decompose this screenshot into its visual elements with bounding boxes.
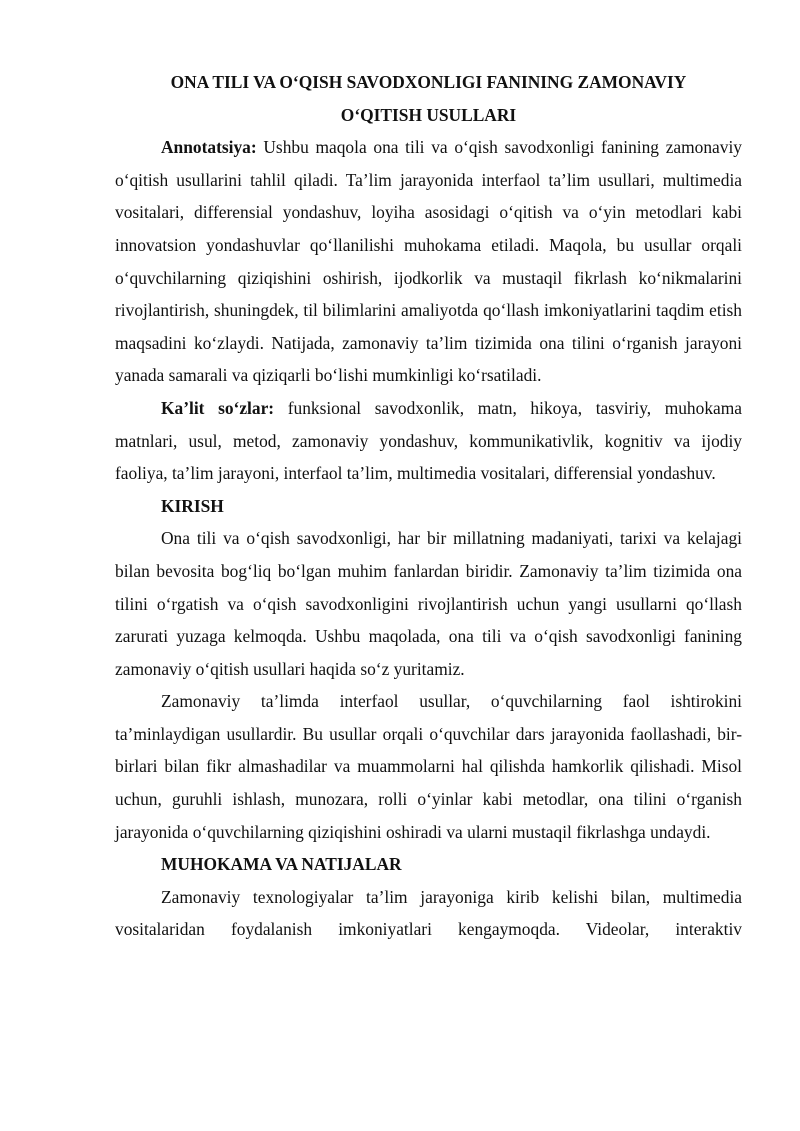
intro-paragraph-2: Zamonaviy ta’limda interfaol usullar, o‘quvchilarning faol ishtirokini ta’minlaydigan usullardir. Bu usullar orqali o‘quvchilar dars jarayonida faollashadi, bir-birlari bilan fikr almashadilar va muammolarni hal qilishda hamkorlik qilishadi. Misol uchun, guruhli ishlash, munozara, rolli o‘yinlar kabi metodlar, ona tilini o‘rganish jarayonida o‘quvchilarning qiziqishini oshiradi va ularni mustaqil fikrlashga undaydi. bbox=[115, 691, 742, 842]
title-line-1: ONA TILI VA O‘QISH SAVODXONLIGI FANINING ZAMONAVIY bbox=[170, 72, 687, 92]
abstract-text: Ushbu maqola ona tili va o‘qish savodxonligi fanining zamonaviy o‘qitish usullarini tahlil qiladi. Ta’lim jarayonida interfaol ta’lim usullari, multimedia vositalari, differensial yondashuv, loyiha asosidagi o‘qitish va o‘yin metodlari kabi innovatsion yondashuvlar qo‘llanilishi muhokama etiladi. Maqola, bu usullar orqali o‘quvchilarning qiziqishini oshirish, ijodkorlik va mustaqil fikrlash ko‘nikmalarini rivojlantirish, shuningdek, til bilimlarini amaliyotda qo‘llash imkoniyatlarini taqdim etish maqsadini ko‘zlaydi. Natijada, zamonaviy ta’lim tizimida ona tilini o‘rganish jarayoni yanada samarali va qiziqarli bo‘lishi mumkinligi ko‘rsatiladi. bbox=[115, 137, 742, 386]
abstract-paragraph bbox=[115, 131, 742, 392]
keywords-label: Ka’lit so‘zlar: bbox=[161, 397, 275, 418]
abstract-label: Annotatsiya: bbox=[161, 137, 257, 158]
keywords-text: funksional savodxonlik, matn, hikoya, tasviriy, muhokama matnlari, usul, metod, zamonaviy yondashuv, kommunikativlik, kognitiv va ijodiy faoliya, ta’lim jarayoni, interfaol ta’lim, multimedia vositalari, differensial yondashuv. bbox=[115, 397, 742, 484]
intro-heading: KIRISH bbox=[161, 495, 224, 516]
discussion-paragraph-1: Zamonaviy texnologiyalar ta’lim jarayoniga kirib kelishi bilan, multimedia vositalaridan foydalanish imkoniyatlari kengaymoqda. Videolar, interaktiv bbox=[115, 886, 742, 940]
intro-paragraph-1: Ona tili va o‘qish savodxonligi, har bir millatning madaniyati, tarixi va kelajagi bilan bevosita bog‘liq bo‘lgan muhim fanlardan biridir. Zamonaviy ta’lim tizimida ona tilini o‘rgatish va o‘qish savodxonligini rivojlantirish uchun yangi usullarni qo‘llash zarurati yuzaga kelmoqda. Ushbu maqolada, ona tili va o‘qish savodxonligi fanining zamonaviy o‘qitish usullari haqida so‘z yuritamiz. bbox=[115, 528, 742, 679]
paper-title bbox=[115, 66, 742, 131]
discussion-heading: MUHOKAMA VA NATIJALAR bbox=[161, 854, 402, 875]
document-page bbox=[115, 66, 742, 946]
keywords-paragraph bbox=[115, 392, 742, 490]
title-line-2: O‘QITISH USULLARI bbox=[340, 104, 517, 125]
